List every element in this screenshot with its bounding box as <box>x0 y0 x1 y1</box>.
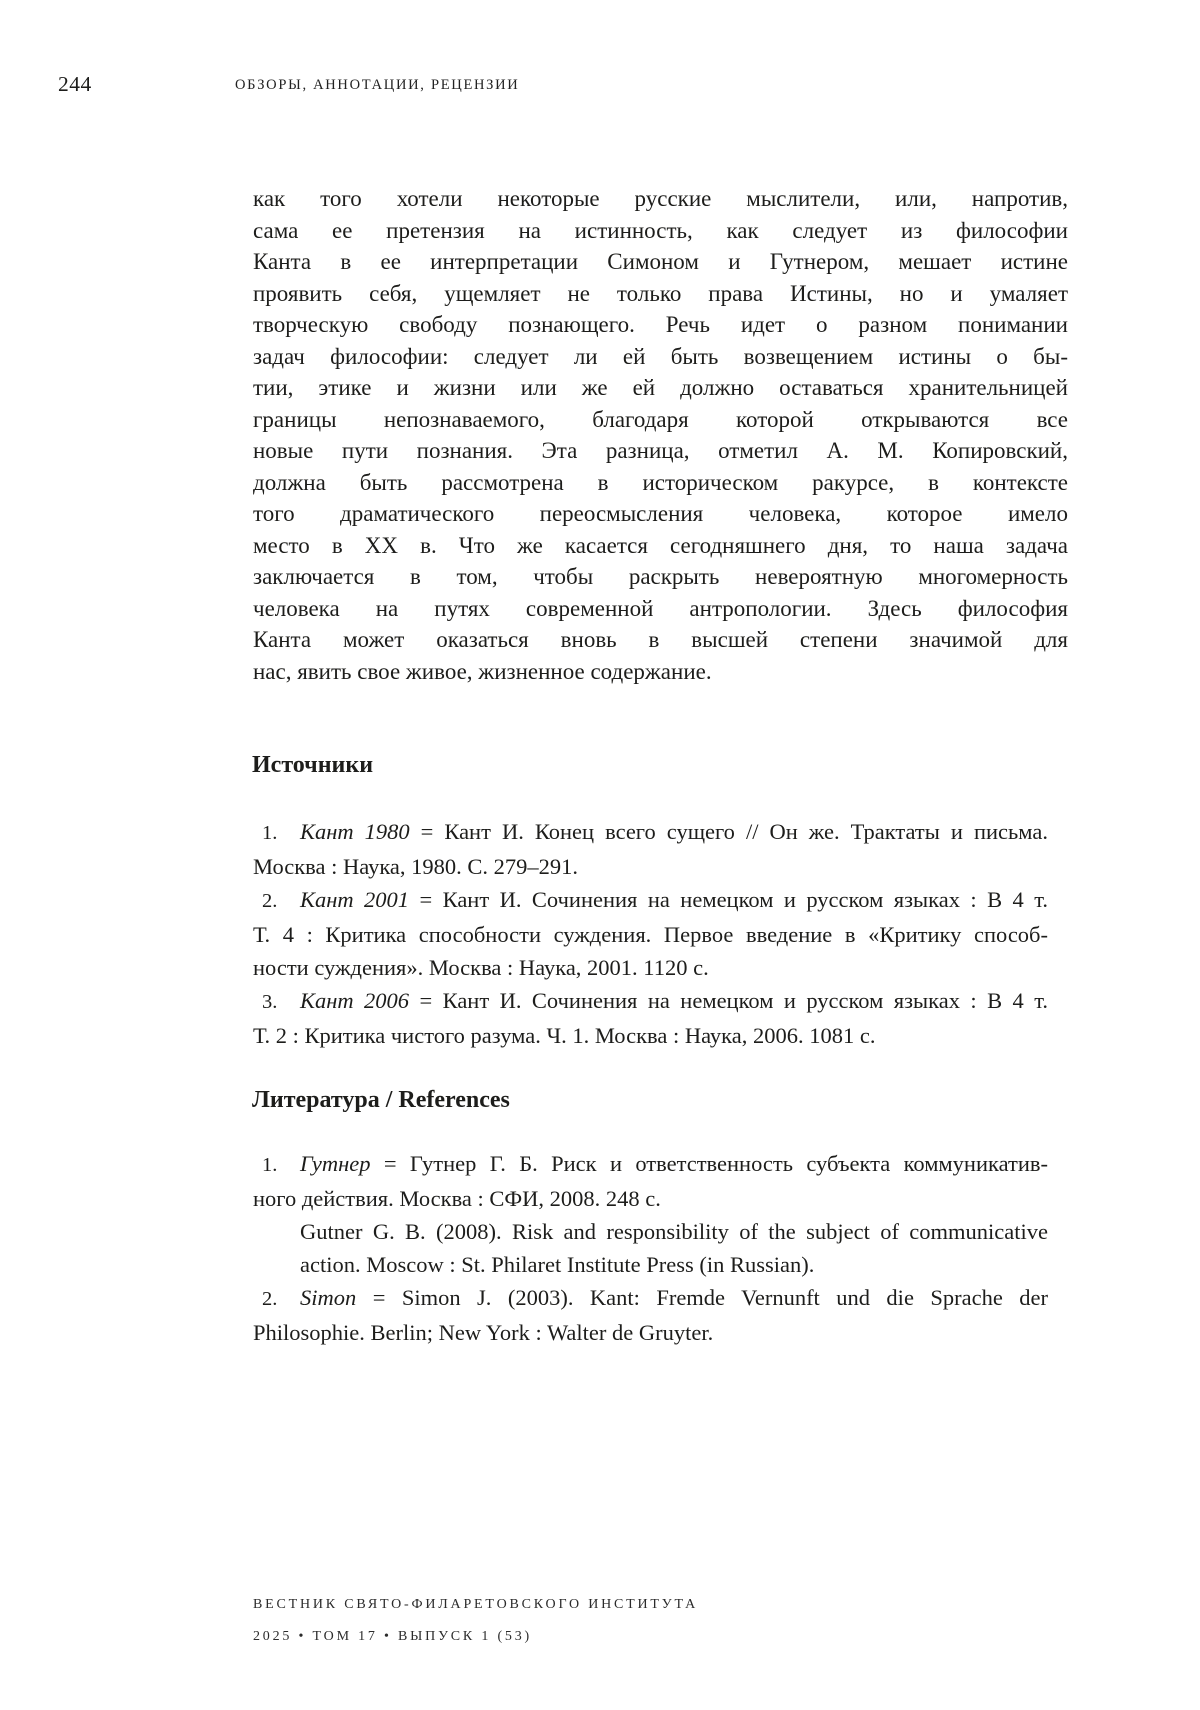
reference-item-line: Т. 2 : Критика чистого разума. Ч. 1. Москва : Наука, 2006. 1081 с. <box>253 1023 876 1048</box>
reference-item-line: Philosophie. Berlin; New York : Walter de Gruyter. <box>253 1320 714 1345</box>
paragraph-line: проявить себя, ущемляет не только права Истины, но и умаляет <box>253 280 1068 306</box>
reference-item-line <box>253 815 1048 850</box>
reference-item-line: Москва : Наука, 1980. С. 279–291. <box>253 854 579 879</box>
ref-number: 1. <box>262 822 278 844</box>
paragraph-line: сама ее претензия на истинность, как следует из философии <box>253 217 1068 243</box>
literature-list <box>253 1147 1048 1349</box>
ref-number: 1. <box>262 1154 278 1176</box>
issue-info: 2025 • ТОМ 17 • ВЫПУСК 1 (53) <box>253 1629 532 1644</box>
paragraph-line: нас, явить свое живое, жизненное содержание. <box>253 658 712 684</box>
ref-text: = Simon J. (2003). Kant: Fremde Vernunft und die Sprache der <box>356 1285 1048 1310</box>
literature-heading: Литература / References <box>252 1087 510 1113</box>
paragraph-line: новые пути познания. Эта разница, отметил А. М. Копировский, <box>253 438 1068 463</box>
ref-term: Кант 1980 <box>300 819 410 844</box>
paragraph-line: задач философии: следует ли ей быть возвещением истины о бы- <box>253 343 1068 369</box>
page-footer <box>253 1589 698 1653</box>
reference-item-line <box>253 1147 1048 1182</box>
ref-term: Кант 2006 <box>300 988 410 1013</box>
paragraph-line: как того хотели некоторые русские мыслители, или, напротив, <box>253 186 1068 211</box>
paragraph-line: заключается в том, чтобы раскрыть невероятную многомерность <box>253 564 1068 589</box>
ref-text: = Кант И. Конец всего сущего // Он же. Трактаты и письма. <box>409 819 1048 844</box>
ref-text: = Гутнер Г. Б. Риск и ответственность субъекта коммуникатив- <box>370 1151 1048 1176</box>
paragraph-line: границы непознаваемого, благодаря которой открываются все <box>253 406 1068 432</box>
ref-term: Simon <box>300 1285 357 1310</box>
paragraph-line: Канта в ее интерпретации Симоном и Гутнером, мешает истине <box>253 249 1068 274</box>
reference-item-line: Gutner G. B. (2008). Risk and responsibility of the subject of communicative <box>300 1219 1048 1244</box>
paragraph-line: место в XX в. Что же касается сегодняшнего дня, то наша задача <box>253 532 1068 558</box>
reference-item-line <box>253 883 1048 918</box>
page-number: 244 <box>58 72 92 96</box>
paragraph-line: того драматического переосмысления человека, которое имело <box>253 501 1068 526</box>
paragraph-line: творческую свободу познающего. Речь идет о разном понимании <box>253 312 1068 337</box>
reference-item-line: ности суждения». Москва : Наука, 2001. 1120 с. <box>253 955 709 980</box>
reference-item-line: Т. 4 : Критика способности суждения. Первое введение в «Критику способ- <box>253 922 1048 947</box>
running-header: ОБЗОРЫ, АННОТАЦИИ, РЕЦЕНЗИИ <box>235 77 520 93</box>
reference-item-line: ного действия. Москва : СФИ, 2008. 248 с. <box>253 1186 661 1211</box>
ref-text: = Кант И. Сочинения на немецком и русском языках : В 4 т. <box>409 988 1048 1013</box>
journal-title: ВЕСТНИК СВЯТО-ФИЛАРЕТОВСКОГО ИНСТИТУТА <box>253 1597 699 1612</box>
paragraph-line: человека на путях современной антропологии. Здесь философия <box>253 595 1068 621</box>
reference-item-line <box>253 1281 1048 1316</box>
ref-number: 2. <box>262 890 278 912</box>
ref-number: 2. <box>262 1288 278 1310</box>
reference-item-line <box>253 984 1048 1019</box>
paragraph-line: тии, этике и жизни или же ей должно оставаться хранительницей <box>253 375 1068 400</box>
sources-list <box>253 815 1048 1052</box>
ref-number: 3. <box>262 991 278 1013</box>
paragraph-line: Канта может оказаться вновь в высшей степени значимой для <box>253 627 1068 652</box>
paragraph-line: должна быть рассмотрена в историческом ракурсе, в контексте <box>253 469 1068 495</box>
body-paragraph <box>253 183 1068 687</box>
ref-term: Гутнер <box>300 1151 371 1176</box>
ref-term: Кант 2001 <box>300 887 410 912</box>
sources-heading: Источники <box>252 752 374 778</box>
reference-item-line: action. Moscow : St. Philaret Institute Press (in Russian). <box>300 1252 815 1277</box>
ref-text: = Кант И. Сочинения на немецком и русском языках : В 4 т. <box>409 887 1048 912</box>
